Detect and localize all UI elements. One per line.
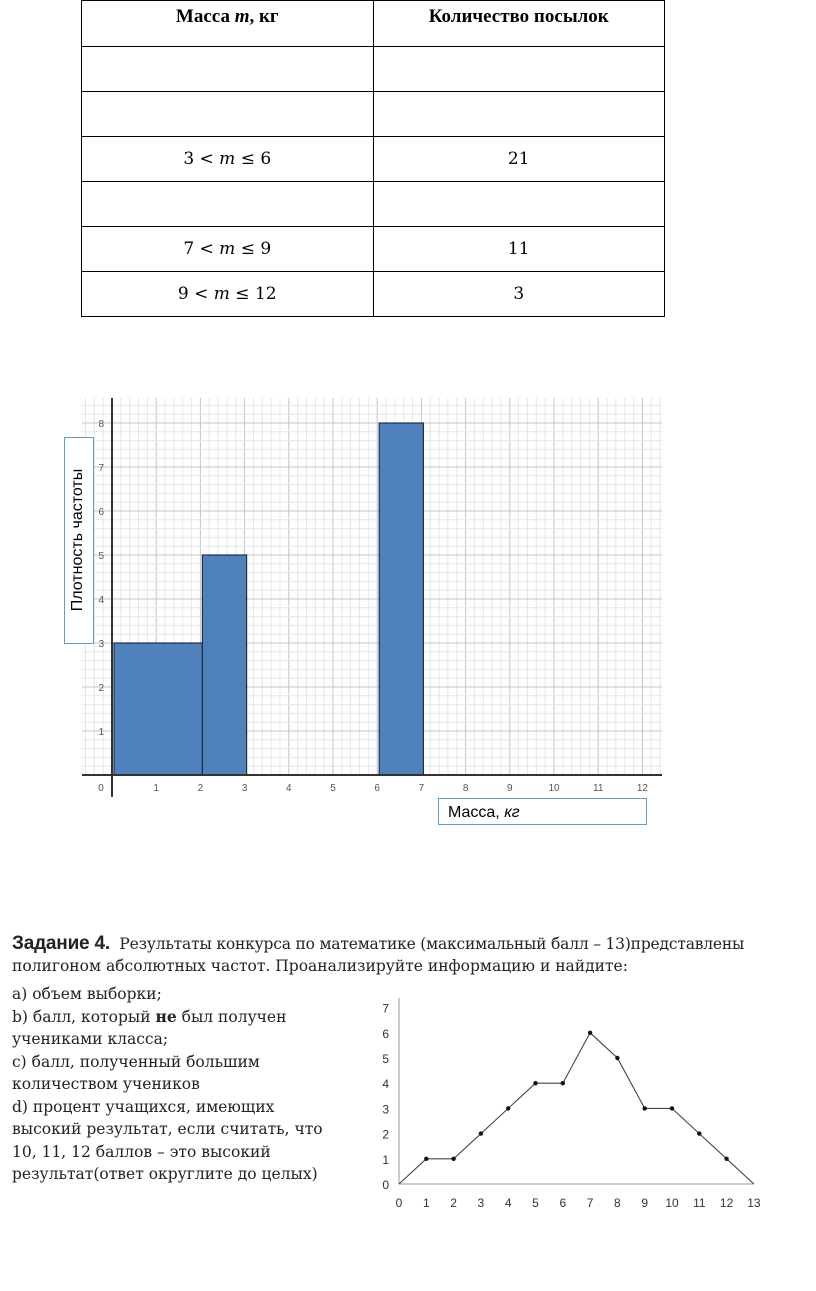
task-item-d-line4: результат(ответ округлите до целых) (12, 1165, 318, 1183)
histogram-bar (379, 423, 423, 775)
task-item-b: b) балл, который не был получен (12, 1006, 287, 1026)
mass-table (81, 0, 665, 317)
x-tick-label: 0 (395, 1196, 403, 1210)
y-tick-label: 2 (98, 683, 104, 694)
polygon-point (724, 1157, 728, 1161)
y-tick-label: 5 (98, 551, 104, 562)
y-tick-label: 1 (382, 1152, 389, 1167)
task-items (12, 983, 342, 1186)
x-tick-label: 8 (462, 783, 469, 794)
cell-range: 9 < 𝑚 ≤ 12 (82, 272, 374, 317)
y-tick-label: 3 (382, 1102, 389, 1117)
histogram-bar (202, 555, 246, 775)
header-count: Количество посылок (373, 1, 665, 47)
x-tick-label: 12 (719, 1196, 734, 1210)
y-tick-label: 6 (98, 507, 104, 518)
table-header-row (82, 1, 665, 47)
x-tick-label: 2 (450, 1196, 457, 1210)
histogram-xlabel: Масса, кг (438, 798, 647, 825)
polygon-point (697, 1131, 701, 1135)
x-tick-label: 3 (477, 1196, 485, 1210)
table-row (82, 182, 665, 227)
x-tick-label: 1 (153, 783, 159, 794)
task-item-d-line3: 10, 11, 12 баллов – это высокий (12, 1142, 271, 1161)
x-tick-label: 12 (636, 783, 648, 794)
x-tick-label: 9 (507, 783, 513, 794)
x-tick-label: 6 (559, 1196, 567, 1210)
y-tick-label: 3 (98, 639, 104, 650)
x-tick-label: 5 (330, 783, 336, 794)
task-item-d: d) процент учащихся, имеющих (12, 1097, 275, 1116)
table-row (82, 137, 665, 182)
cell-range: 7 < 𝑚 ≤ 9 (82, 227, 374, 272)
x-tick-label: 6 (374, 783, 380, 794)
histogram-bar (114, 643, 202, 775)
task-block (12, 933, 802, 1183)
cell-count: 21 (373, 137, 665, 182)
polygon-point (479, 1131, 483, 1135)
frequency-polygon-chart (360, 995, 780, 1215)
polygon-axes (399, 998, 754, 1184)
task-item-c-line2: количеством учеников (12, 1075, 200, 1093)
x-tick-label: 10 (548, 783, 560, 794)
x-tick-label: 7 (418, 783, 425, 794)
table-row (82, 272, 665, 317)
polygon-ticks (382, 1002, 761, 1210)
x-tick-label: 7 (586, 1196, 594, 1210)
histogram-ylabel: Плотность частоты (69, 468, 86, 612)
y-tick-label: 2 (382, 1127, 389, 1142)
polygon-point (451, 1157, 455, 1161)
task-item-a: а) объем выборки; (12, 985, 162, 1003)
polygon-point (424, 1157, 428, 1161)
x-tick-label: 0 (98, 783, 104, 794)
x-tick-label: 13 (747, 1196, 761, 1210)
cell-range (82, 92, 374, 137)
x-tick-label: 11 (693, 1196, 706, 1210)
x-tick-label: 9 (641, 1196, 649, 1210)
task-item-b-line2: учениками класса; (12, 1030, 169, 1048)
polygon-point (561, 1081, 565, 1085)
y-tick-label: 5 (382, 1052, 389, 1066)
polygon-point (533, 1081, 537, 1085)
polygon-point (588, 1031, 592, 1035)
y-tick-label: 7 (382, 1001, 389, 1016)
x-tick-label: 8 (614, 1196, 621, 1210)
x-tick-label: 10 (665, 1196, 679, 1210)
x-tick-label: 4 (286, 783, 292, 794)
cell-count (373, 47, 665, 92)
cell-range: 3 < 𝑚 ≤ 6 (82, 137, 374, 182)
cell-count (373, 182, 665, 227)
histogram-chart (0, 390, 816, 810)
cell-range (82, 182, 374, 227)
task-intro-line1: Задание 4. Результаты конкурса по математике (максимальный балл – 13)представлены (12, 933, 745, 954)
polygon-points (424, 1031, 729, 1161)
polygon-point (643, 1106, 647, 1110)
x-tick-label: 3 (241, 783, 248, 794)
cell-count: 11 (373, 227, 665, 272)
polygon-line (399, 1033, 754, 1184)
y-tick-label: 0 (382, 1178, 389, 1192)
task-item-c: с) балл, полученный большим (12, 1052, 260, 1071)
task-title: Задание 4. (12, 933, 110, 954)
table-row (82, 92, 665, 137)
polygon-series-line (399, 1033, 754, 1184)
cell-count: 3 (373, 272, 665, 317)
y-tick-label: 4 (98, 595, 104, 606)
cell-range (82, 47, 374, 92)
polygon-point (615, 1056, 619, 1060)
task-intro-line2: полигоном абсолютных частот. Проанализируйте информацию и найдите: (12, 957, 628, 975)
x-tick-label: 5 (532, 1196, 539, 1210)
header-mass: Масса m, кг (82, 1, 374, 47)
task-item-d-line2: высокий результат, если считать, что (12, 1120, 323, 1138)
cell-count (373, 92, 665, 137)
x-tick-label: 11 (593, 783, 604, 794)
x-tick-label: 2 (197, 783, 204, 794)
y-tick-label: 7 (98, 463, 104, 474)
polygon-point (506, 1106, 510, 1110)
x-tick-label: 1 (422, 1196, 430, 1210)
y-tick-label: 4 (382, 1077, 389, 1092)
polygon-point (670, 1106, 674, 1110)
y-tick-label: 1 (98, 727, 104, 738)
table-row (82, 227, 665, 272)
table-row (82, 47, 665, 92)
x-tick-label: 4 (504, 1196, 512, 1210)
y-tick-label: 6 (382, 1026, 389, 1041)
y-tick-label: 8 (98, 419, 104, 430)
